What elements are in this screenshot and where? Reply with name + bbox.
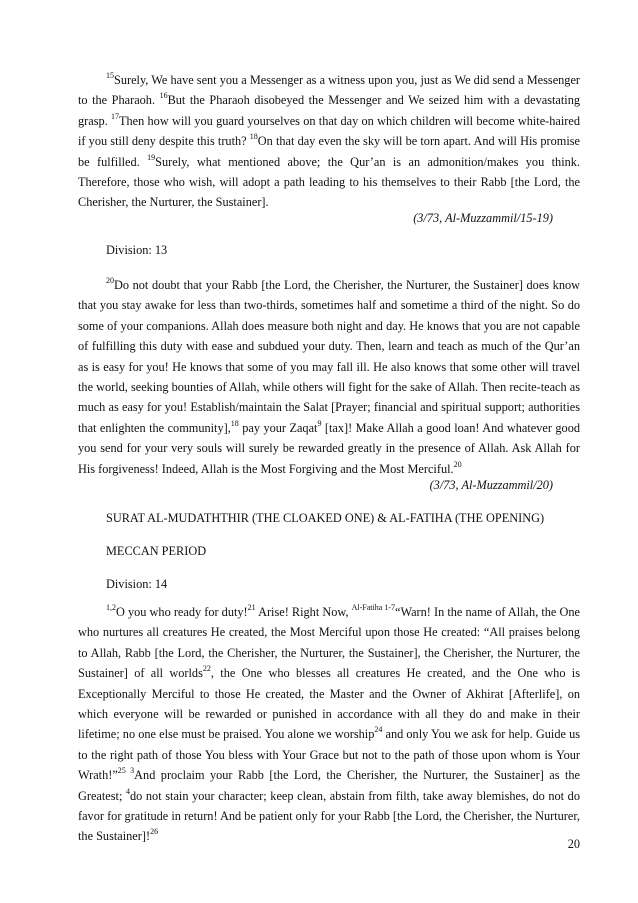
verse-text: and only You we ask for help. Guide us to the right path of those You bless with Your Grace but not to the path of those upon whom is Your Wrath!” (78, 727, 580, 783)
footnote-marker: 26 (150, 827, 159, 837)
footnote-marker: 25 3 (117, 766, 135, 776)
verse-text: [tax]! Make Allah a good loan! And whatever good you send for your very souls will surely be rewarded greatly in the presence of Allah. Ask Allah for His forgiveness! Indeed, Allah is the Most Forgiving and the Most Merciful. (78, 420, 580, 476)
verse-text: , the One who blesses all creatures He created, and the One who is Exceptionally Merciful to those He created, the Master and the Owner of Akhirat [Afterlife], on which everyone will be rewarded or punished in accordance with all they do and make in their lifetime; no one else must be praised. You alone we worship (78, 666, 581, 742)
period-heading: MECCAN PERIOD (106, 544, 207, 558)
verse-text: Surely, what mentioned above; the Qur’an is an admonition/makes you think. Therefore, those who wish, will adopt a path leading to his themselves to their Rabb [the Lord, the Cherisher, the Nurturer, the Sustainer]. (78, 154, 580, 210)
verse-number: 19 (147, 152, 156, 162)
verse-text: Surely, We have sent you a Messenger as a witness upon you, just as We did send a Messenger to the Pharaoh. (78, 73, 580, 108)
page-number: 20 (567, 837, 580, 851)
reference-citation: (3/73, Al-Muzzammil/15-19) (413, 211, 553, 225)
division-heading: Division: 14 (106, 577, 168, 591)
footnote-marker: 20 (453, 459, 462, 469)
verse-text: And proclaim your Rabb [the Lord, the Cherisher, the Nurturer, the Sustainer] as the Greatest; (78, 768, 580, 803)
verse-number: 18 (249, 132, 258, 142)
verse-text: On that day even the sky will be torn apart. And will His promise be fulfilled. (78, 134, 580, 169)
footnote-marker: 22 (202, 664, 211, 674)
paragraph-al-mudaththir-fatiha (78, 602, 580, 847)
verse-number: 15 (106, 71, 114, 80)
footnote-marker: 9 (317, 418, 322, 428)
footnote-marker: 18 (230, 418, 239, 428)
surah-title: SURAT AL-MUDATHTHIR (THE CLOAKED ONE) & AL-FATIHA (THE OPENING) (106, 511, 545, 525)
verse-text: “Warn! In the name of Allah, the One who nurtures all creatures He created, the Most Merciful upon those He created: “All praises belong to Allah, Rabb [the Lord, the Cherisher, the Nurturer, the Sustainer], the Cherisher, the Nurturer, the Sustainer] of all worlds (78, 605, 580, 681)
verse-text: O you who ready for duty! (116, 605, 248, 619)
verse-number: 1,2 (106, 603, 116, 612)
verse-text: Arise! Right Now, (255, 605, 352, 619)
verse-number: 20 (106, 276, 114, 285)
verse-text: Do not doubt that your Rabb [the Lord, the Cherisher, the Nurturer, the Sustainer] does know that you stay awake for less than two-thirds, sometimes half and sometime a third of the night. So do some of your companions. Allah does measure both night and day. He knows that you are not capable of fulfilling this duty with ease and subdued your duty. Then, learn and teach as much of the Qur’an as is easy for you! He knows that some of you may fall ill. He also knows that some other will travel the world, seeking bounties of Allah, while others will fight for the sake of Allah. Then recite-teach as much as easy for you! Establish/maintain the Salat [Prayer; financial and spiritual support; authorities that enlighten the community], (78, 278, 580, 435)
division-heading: Division: 13 (106, 243, 168, 257)
footnote-marker: 24 (374, 725, 383, 735)
verse-text: But the Pharaoh disobeyed the Messenger and We seized him with a devastating grasp. (78, 93, 580, 128)
verse-text: Then how will you guard yourselves on that day on which children will become white-haired if you still deny despite this truth? (78, 113, 580, 149)
verse-text: do not stain your character; keep clean, abstain from filth, take away blemishes, do not do favor for gratitude in return! And be patient only for your Rabb [the Lord, the Cherisher, the Nurturer, the Sustainer]! (78, 788, 580, 844)
paragraph-verse-20 (78, 275, 580, 479)
verse-number: 4 (126, 786, 130, 796)
verse-number: 16 (159, 91, 168, 101)
footnote-marker: 21 (247, 603, 256, 612)
reference-citation: (3/73, Al-Muzzammil/20) (429, 478, 553, 492)
verse-number: 17 (110, 111, 119, 121)
verse-text: pay your Zaqat (238, 420, 318, 435)
fatiha-marker: Al-Fatiha 1-7 (351, 603, 395, 612)
paragraph-verses-15-19 (78, 70, 580, 213)
